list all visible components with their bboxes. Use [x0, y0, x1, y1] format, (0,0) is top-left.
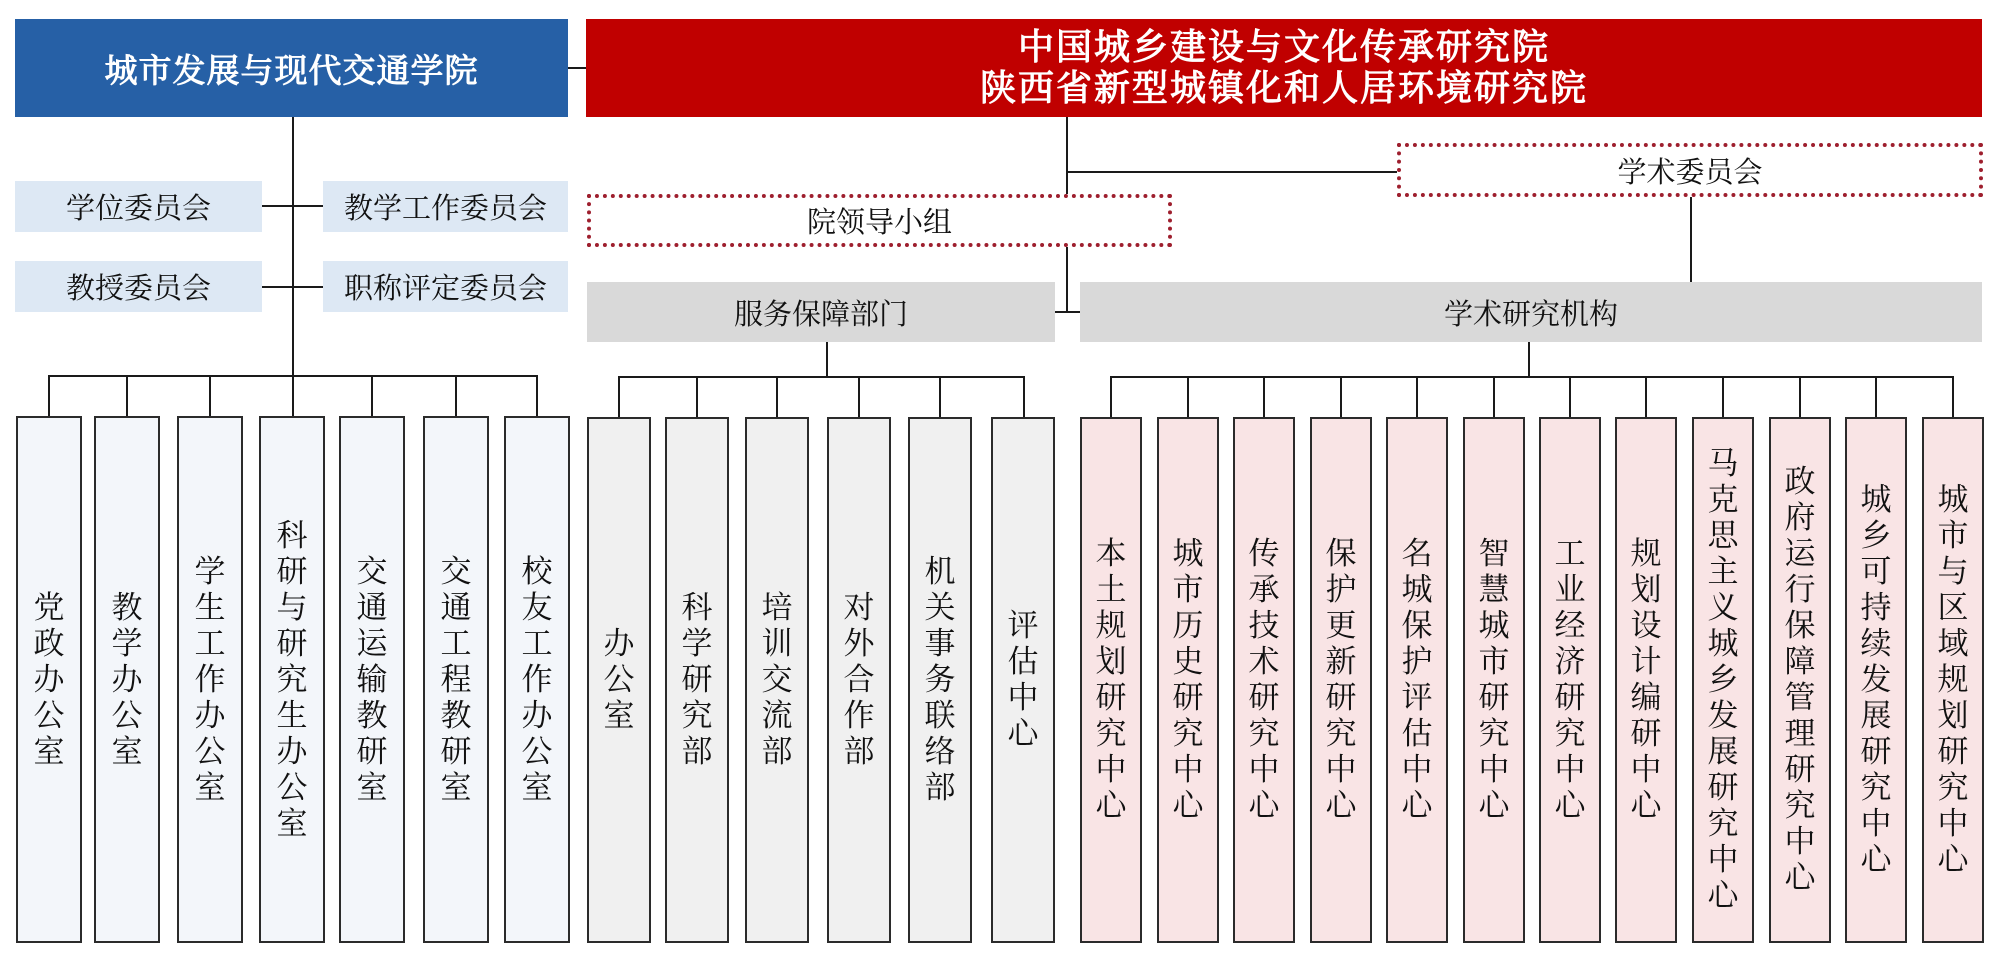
connector-line [455, 376, 457, 416]
research-center-box [1233, 417, 1295, 943]
research-center-box [1080, 417, 1142, 943]
research-center-label: 名城保护评估中心 [1401, 536, 1433, 824]
office-box [504, 416, 570, 943]
connector-line [1799, 377, 1801, 417]
connector-line [696, 377, 698, 417]
service-unit-box [745, 417, 809, 943]
committee-degree [15, 181, 262, 232]
connector-line [1340, 377, 1342, 417]
connector-line [1722, 377, 1724, 417]
service-unit-box [827, 417, 891, 943]
connector-line [1645, 377, 1647, 417]
office-label: 交通工程教研室 [440, 553, 472, 806]
research-center-box [1692, 417, 1754, 943]
connector-line [1952, 377, 1954, 417]
connector-line [1569, 377, 1571, 417]
college-title: 城市发展与现代交通学院 [104, 50, 479, 90]
leadership-group-label: 院领导小组 [806, 205, 952, 239]
service-unit-box [587, 417, 651, 943]
service-dept-label: 服务保障部门 [733, 296, 908, 331]
research-org-label: 学术研究机构 [1443, 296, 1618, 331]
connector-line [1110, 377, 1112, 417]
office-label: 党政办公室 [33, 589, 65, 770]
leadership-group-box [587, 194, 1172, 247]
committee-label: 学位委员会 [65, 191, 211, 225]
connector-line [1528, 342, 1530, 377]
service-unit-box [991, 417, 1055, 943]
committee-title-evaluation [323, 261, 568, 312]
research-center-label: 智慧城市研究中心 [1478, 536, 1510, 824]
service-unit-box [908, 417, 972, 943]
research-center-box [1769, 417, 1831, 943]
connector-line [536, 376, 538, 416]
connector-line [1493, 377, 1495, 417]
connector-line [1055, 311, 1080, 313]
research-center-label: 政府运行保障管理研究中心 [1784, 464, 1816, 896]
connector-line [1875, 377, 1877, 417]
office-box [259, 416, 325, 943]
committee-label: 教学工作委员会 [343, 191, 547, 225]
research-center-label: 城市历史研究中心 [1172, 536, 1204, 824]
connector-line [48, 375, 538, 377]
research-center-box [1157, 417, 1219, 943]
connector-line [48, 376, 50, 416]
office-box [16, 416, 82, 943]
office-label: 校友工作办公室 [521, 553, 553, 806]
connector-line [618, 377, 620, 417]
connector-line [618, 376, 1025, 378]
research-center-box [1615, 417, 1677, 943]
connector-line [292, 117, 294, 416]
research-center-label: 规划设计编研中心 [1630, 536, 1662, 824]
office-label: 科研与研究生办公室 [276, 517, 308, 842]
institute-title-line2: 陕西省新型城镇化和人居环境研究院 [979, 68, 1588, 109]
committee-label: 教授委员会 [65, 271, 211, 305]
research-center-box [1463, 417, 1525, 943]
connector-line [262, 286, 323, 288]
office-label: 学生工作办公室 [194, 553, 226, 806]
research-center-label: 马克思主义城乡发展研究中心 [1707, 446, 1739, 914]
office-box [94, 416, 160, 943]
research-center-box [1386, 417, 1448, 943]
office-box [177, 416, 243, 943]
connector-line [826, 342, 828, 377]
college-header [15, 19, 568, 117]
research-center-label: 城市与区域规划研究中心 [1937, 482, 1969, 878]
research-center-label: 传承技术研究中心 [1248, 536, 1280, 824]
connector-line [1263, 377, 1265, 417]
research-center-label: 本土规划研究中心 [1095, 536, 1127, 824]
connector-line [568, 67, 586, 69]
office-label: 交通运输教研室 [356, 553, 388, 806]
service-dept-header [587, 282, 1055, 342]
research-center-label: 城乡可持续发展研究中心 [1860, 482, 1892, 878]
committee-label: 职称评定委员会 [343, 271, 547, 305]
research-org-header [1080, 282, 1982, 342]
connector-line [858, 377, 860, 417]
connector-line [1690, 197, 1692, 282]
connector-line [1067, 171, 1397, 173]
connector-line [939, 377, 941, 417]
service-unit-label: 办公室 [603, 626, 635, 734]
institute-header [586, 19, 1982, 117]
research-center-box [1922, 417, 1984, 943]
service-unit-label: 科学研究部 [681, 590, 713, 770]
service-unit-label: 对外合作部 [843, 590, 875, 770]
service-unit-label: 培训交流部 [761, 590, 793, 770]
service-unit-label: 机关事务联络部 [924, 554, 956, 806]
office-box [423, 416, 489, 943]
committee-professors [15, 261, 262, 312]
connector-line [1023, 377, 1025, 417]
connector-line [1416, 377, 1418, 417]
institute-title-line1: 中国城乡建设与文化传承研究院 [1017, 27, 1550, 68]
connector-line [776, 377, 778, 417]
connector-line [371, 376, 373, 416]
academic-committee-label: 学术委员会 [1617, 154, 1763, 189]
research-center-box [1845, 417, 1907, 943]
research-center-label: 保护更新研究中心 [1325, 536, 1357, 824]
research-center-box [1539, 417, 1601, 943]
office-label: 教学办公室 [111, 589, 143, 770]
office-box [339, 416, 405, 943]
connector-line [1187, 377, 1189, 417]
service-unit-label: 评估中心 [1007, 608, 1039, 752]
research-center-label: 工业经济研究中心 [1554, 536, 1586, 824]
connector-line [209, 376, 211, 416]
academic-committee-box [1397, 143, 1983, 197]
service-unit-box [665, 417, 729, 943]
committee-teaching [323, 181, 568, 232]
research-center-box [1310, 417, 1372, 943]
connector-line [262, 205, 323, 207]
connector-line [126, 376, 128, 416]
connector-line [1110, 376, 1954, 378]
